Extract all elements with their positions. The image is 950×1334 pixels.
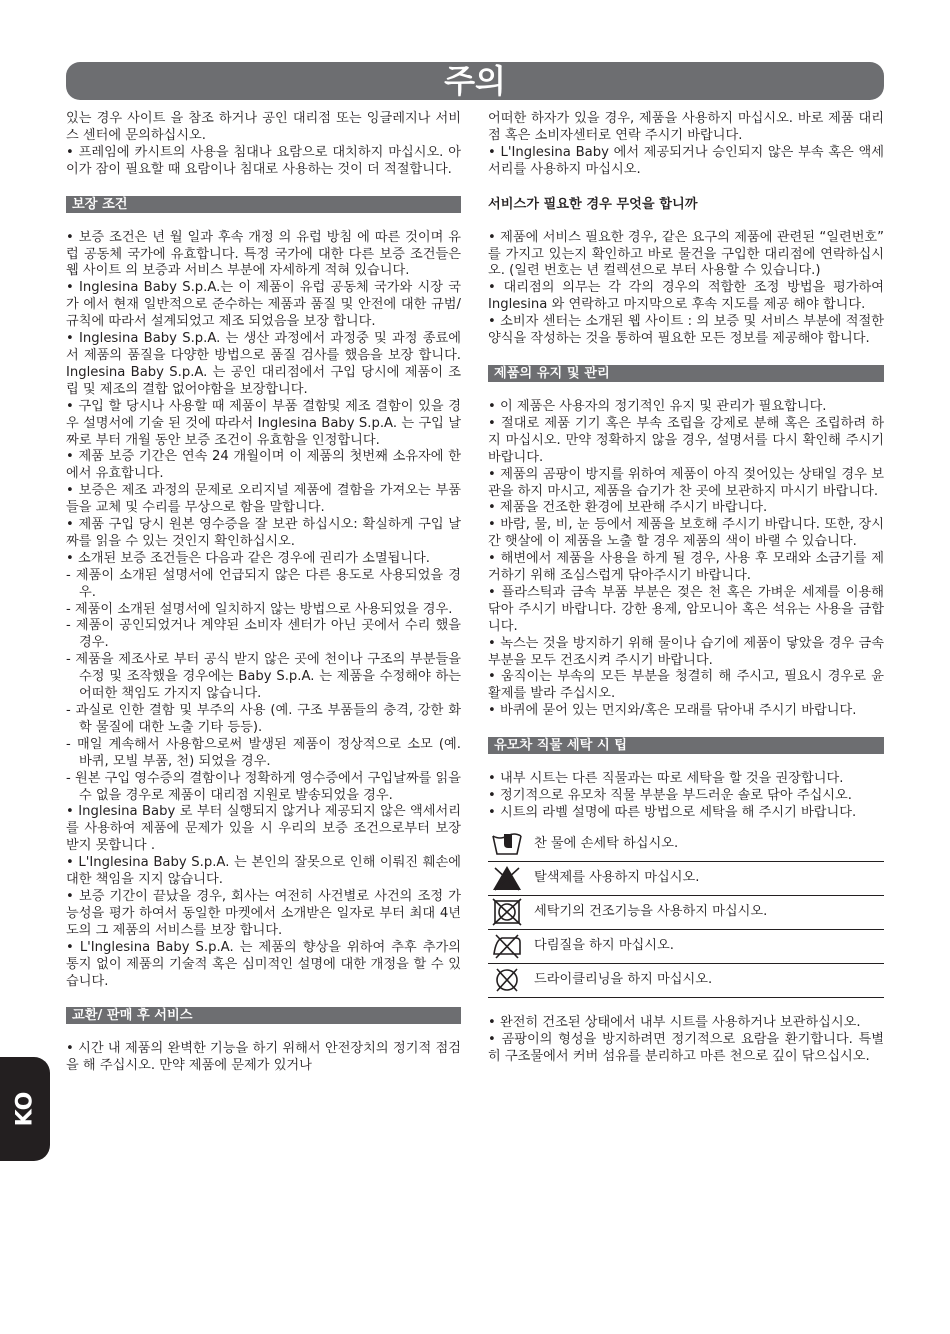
section-heading-fabric: 유모차 직물 세탁 시 팁 [488,737,884,754]
care-row [488,930,884,964]
warranty-item: • 제품 보증 기간은 연속 24 개월이며 이 제품의 첫번째 소유자에 한에서 유효합니다. [66,449,461,482]
fabric-item: • 정기적으로 유모차 직물 부분을 부드러운 솔로 닦아 주십시오. [488,788,852,804]
care-label: 탈색제를 사용하지 마십시오. [534,869,700,885]
service-item: • 대리점의 의무는 각 각의 경우의 적합한 조정 방법을 평가하여 Inglesina 와 연락하고 마지막으로 후속 지도를 제공 해야 합니다. [488,280,884,313]
intro-paragraph: 있는 경우 사이트 을 참조 하거나 공인 대리점 또는 잉글레지나 서비스 센터에 문의하십시오. [66,111,461,143]
warranty-item: • 소개된 보증 조건들은 다음과 같은 경우에 권리가 소멸됩니다. [66,550,430,566]
fabric-item: • 곰팡이의 형성을 방지하려면 정기적으로 요람을 환기합니다. 특별히 구조물에서 커버 섬유를 분리하고 마른 천으로 깊이 닦으십시오. [488,1031,884,1064]
care-row [488,828,884,862]
warranty-sub-item: - 제품이 소개된 설명서에 일치하지 않는 방법으로 사용되었을 경우. [66,601,453,617]
maintenance-item: • 이 제품은 사용자의 정기적인 유지 및 관리가 필요합니다. [488,398,827,414]
warranty-sub-item: - 제품이 소개된 설명서에 언급되지 않은 다른 용도로 사용되었을 경우. [66,567,461,600]
maintenance-item: • 제품의 곰팡이 방지를 위하여 제품이 아직 젖어있는 상태일 경우 보관을 하지 마시고, 제품을 습기가 찬 곳에 보관하지 마시기 바랍니다. [488,466,884,499]
no-dry-clean-icon [490,966,524,994]
page-title: 주의 [66,62,884,100]
care-row [488,896,884,930]
exchange-item: • 시간 내 제품의 완벽한 기능을 하기 위해서 안전장치의 정기적 점검을 해 주십시오. 만약 제품에 문제가 있거나 [66,1041,461,1074]
section-heading-warranty: 보장 조건 [66,196,461,213]
care-row [488,862,884,896]
maintenance-item: • 플라스틱과 금속 부품 부분은 젖은 천 혹은 가벼운 세제를 이용해 닦아 주시기 바랍니다. 강한 용제, 암모니아 혹은 석유는 사용을 금합니다. [488,584,884,634]
right-column [488,111,884,1066]
maintenance-item: • 움직이는 부속의 모든 부분을 청결히 해 주시고, 필요시 경우로 윤활제를 발라 주십시오. [488,669,884,702]
maintenance-item: • 바퀴에 묻어 있는 먼지와/혹은 모래를 닦아내 주시기 바랍니다. [488,703,857,719]
maintenance-item: • 제품을 건조한 환경에 보관해 주시기 바랍니다. [488,500,768,516]
warranty-item: • 보증 기간이 끝났을 경우, 회사는 여전히 사건별로 사건의 조정 가능성을 평가 하여서 동일한 마켓에서 소개받은 일자로 부터 최대 4년도의 그 제품의 서비스를 보장 합니다. [66,888,461,938]
fabric-item: • 완전히 건조된 상태에서 내부 시트를 사용하거나 보관하십시오. [488,1014,861,1030]
warranty-item: • 구입 할 당시나 사용할 때 제품이 부품 결함및 제조 결함이 있을 경우 설명서에 기술 된 것에 따라서 Inglesina Baby S.p.A. 는 구입 날짜로 부터 개월 동안 보증 조건이 유효함을 인정합니다. [66,398,461,448]
service-item: • 제품에 서비스 필요한 경우, 같은 요구의 제품에 관련된 “일련번호” 를 가지고 있는지 확인하고 바로 물건을 구입한 대리점에 연락하십시오. (일련 번호는 년 컬렉션으로 부터 사용할 수 있습니다.) [488,229,884,279]
intro-paragraph: 어떠한 하자가 있을 경우, 제품을 사용하지 마십시오. 바로 제품 대리점 혹은 소비자센터로 연락 주시기 바랍니다. [488,111,884,143]
warranty-sub-item: - 매일 계속해서 사용함으로써 발생된 제품이 정상적으로 소모 (예. 바퀴, 모빌 부품, 천) 되었을 경우. [66,736,461,769]
maintenance-item: • 바람, 물, 비, 눈 등에서 제품을 보호해 주시기 바랍니다. 또한, 장시간 햇살에 이 제품을 노출 할 경우 제품의 색이 바랠 수 있습니다. [488,517,884,550]
care-label: 다림질을 하지 마십시오. [534,937,674,953]
service-item: • 소비자 센터는 소개된 웹 사이트 : 의 보증 및 서비스 부분에 적절한 양식을 작성하는 것을 통하여 필요한 모든 정보를 제공해야 합니다. [488,314,884,347]
warranty-sub-item: - 원본 구입 영수증의 결함이나 정확하게 영수증에서 구입날짜를 읽을 수 없을 경우로 제품이 대리점 지원로 발송되었을 경우. [66,770,461,803]
hand-wash-icon [490,830,524,858]
warranty-sub-item: - 제품을 제조사로 부터 공식 받지 않은 곳에 천이나 구조의 부분들을 수정 및 조작했을 경우에는 Baby S.p.A. 는 제품을 수정해야 하는 어떠한 책임도 가지지 않습니다. [66,652,461,702]
care-row [488,964,884,998]
warranty-sub-item: - 제품이 공인되었거나 계약된 소비자 센터가 아닌 곳에서 수리 했을 경우. [66,618,461,651]
care-label: 드라이클리닝을 하지 마십시오. [534,971,713,987]
care-label: 세탁기의 건조기능을 사용하지 마십시오. [534,903,768,919]
language-code: KO [12,1091,38,1127]
fabric-item: • 내부 시트는 다른 직물과는 따로 세탁을 할 것을 권장합니다. [488,771,844,787]
section-heading-exchange: 교환/ 판매 후 서비스 [66,1007,461,1024]
warranty-item: • 제품 구입 당시 원본 영수증을 잘 보관 하십시오: 확실하게 구입 날짜를 읽을 수 있는 것인지 확인하십시오. [66,517,461,549]
no-tumble-dry-icon [490,898,524,926]
no-iron-icon [490,932,524,960]
section-heading-maintenance: 제품의 유지 및 관리 [488,365,884,382]
intro-paragraph: • 프레임에 카시트의 사용을 침대나 요람으로 대치하지 마십시오. 아이가 잠이 필요할 때 요람이나 침대로 사용하는 것이 더 적절합니다. [66,144,461,177]
maintenance-item: • 녹스는 것을 방지하기 위해 물이나 습기에 제품이 닿았을 경우 금속 부분을 모두 건조시켜 주시기 바랍니다. [488,635,884,668]
care-label: 찬 물에 손세탁 하십시오. [534,835,679,851]
warranty-item: • 보증은 제조 과정의 문제로 오리지널 제품에 결함을 가져오는 부품들을 교체 및 수리를 무상으로 함을 말합니다. [66,483,461,516]
maintenance-item: • 절대로 제품 기기 혹은 부속 조립을 강제로 분해 혹은 조립하려 하지 마십시오. 만약 정확하지 않을 경우, 설명서를 다시 확인해 주시기 바랍니다. [488,415,884,465]
warranty-item: • 보증 조건은 년 월 일과 후속 개정 의 유럽 방침 에 따른 것이며 유럽 공동체 국가에 유효합니다. 특정 국가에 대한 다른 보증 조건들은 웹 사이트 의 보증과 서비스 부분에 자세하게 적혀 있습니다. [66,229,461,279]
language-tab [0,1057,50,1161]
section-heading-service: 서비스가 필요한 경우 무엇을 합니까 [488,196,698,212]
fabric-item: • 시트의 라벨 설명에 따른 방법으로 세탁을 해 주시기 바랍니다. [488,805,857,820]
warranty-item: • Inglesina Baby S.p.A. 는 생산 과정에서 과정중 및 과정 종료에서 제품의 품질을 다양한 방법으로 품질 검사를 했음을 보장 합니다. Inglesina Baby S.p.A. 는 공인 대리점에서 구입 당시에 제품이 조립 및 제조의 결합 없어야함을 보장합니다. [66,331,461,397]
warranty-item: • L'Inglesina Baby S.p.A. 는 제품의 향상을 위하여 추후 추가의 통지 없이 제품의 기술적 혹은 심미적인 설명에 대한 개정을 할 수 있습니다. [66,939,461,989]
warranty-item: • Inglesina Baby S.p.A.는 이 제품이 유럽 공동체 국가와 시장 국가 에서 현재 일반적으로 준수하는 제품과 품질 및 안전에 대한 규범/규칙에 따라서 설계되었고 제조 되었음을 보장 합니다. [66,280,461,330]
intro-paragraph: • L'Inglesina Baby 에서 제공되거나 승인되지 않은 부속 혹은 액세서리를 사용하지 마십시오. [488,144,884,177]
care-symbols-table [488,828,884,998]
warranty-item: • L'Inglesina Baby S.p.A. 는 본인의 잘못으로 인해 이뤄진 훼손에 대한 책임을 지지 않습니다. [66,855,461,888]
maintenance-item: • 해변에서 제품을 사용을 하게 될 경우, 사용 후 모래와 소금기를 제거하기 위해 조심스럽게 닦아주시기 바랍니다. [488,551,884,584]
warranty-item: • Inglesina Baby 로 부터 실행되지 않거나 제공되지 않은 액세서리 를 사용하여 제품에 문제가 있을 시 우리의 보증 조건으로부터 보장 받지 못합니다 . [66,804,461,854]
left-column [66,111,461,1075]
warranty-sub-item: - 과실로 인한 결함 및 부주의 사용 (예. 구조 부품들의 충격, 강한 화학 물질에 대한 노출 기타 등등). [66,703,461,735]
no-bleach-icon [490,864,524,892]
